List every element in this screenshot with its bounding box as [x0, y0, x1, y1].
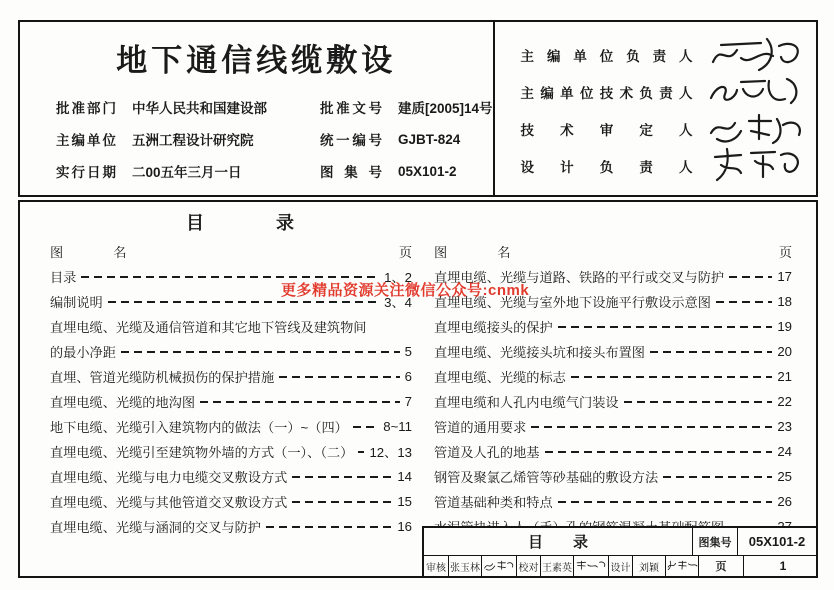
toc-leader	[121, 351, 400, 353]
toc-item-page: 24	[777, 444, 792, 459]
toc-item-title: 直埋电缆、光缆接头坑和接头布置图	[434, 345, 645, 360]
signer-row	[521, 73, 811, 110]
designer-label: 设计	[608, 556, 632, 576]
toc-row	[50, 414, 412, 439]
toc-title: 目 录	[186, 213, 294, 233]
approval-row	[20, 91, 493, 123]
toc-item-page: 8~11	[383, 419, 412, 434]
toc-item-title: 管道的通用要求	[434, 420, 527, 435]
reviewer-signature-icon	[481, 556, 516, 576]
chief-responsible-signature-icon	[707, 36, 807, 74]
toc-leader	[292, 476, 392, 478]
toc-leader	[558, 326, 773, 328]
chief-editor-unit-value: 五洲工程设计研究院	[132, 133, 254, 148]
toc-leader	[729, 276, 772, 278]
toc-leader	[650, 351, 772, 353]
toc-row	[434, 439, 792, 464]
toc-item-title: 管道基础种类和特点	[434, 495, 553, 510]
toc-item-page: 21	[777, 369, 792, 384]
atlas-no-label: 图集号	[692, 528, 737, 555]
approval-doc-no-value: 建质[2005]14号	[398, 101, 493, 116]
atlas-no-value: 05X101-2	[737, 528, 816, 555]
chief-technical-label: 主编单位技术负责人	[520, 85, 693, 101]
unified-no-label: 统一编号	[320, 133, 382, 148]
toc-leader	[266, 526, 392, 528]
toc-leader	[663, 476, 772, 478]
toc-column-header	[434, 238, 792, 264]
toc-leader	[531, 426, 772, 428]
approval-dept-value: 中华人民共和国建设部	[132, 101, 267, 116]
header-approval-section	[20, 22, 495, 195]
toc-leader	[558, 501, 773, 503]
signer-row	[521, 36, 811, 73]
toc-item-page: 23	[777, 419, 792, 434]
toc-row	[50, 489, 412, 514]
toc-leader	[81, 276, 379, 278]
toc-header-figure: 图	[434, 244, 448, 260]
toc-row	[434, 414, 792, 439]
toc-item-title: 直埋、管道光缆防机械损伤的保护措施	[50, 370, 275, 385]
toc-item-title: 直埋电缆接头的保护	[434, 320, 553, 335]
toc-row	[434, 489, 792, 514]
atlas-no-label: 图集号	[320, 165, 382, 180]
toc-item-title: 的最小净距	[50, 345, 116, 360]
toc-item-page: 6	[404, 369, 412, 384]
approval-row	[20, 123, 493, 155]
toc-leader	[353, 426, 378, 428]
header-block	[18, 20, 818, 197]
technical-examiner-signature-icon	[707, 111, 811, 147]
signer-row	[521, 147, 811, 184]
toc-item-title: 目录	[50, 270, 77, 285]
toc-item-page: 1、2	[384, 270, 412, 285]
toc-row	[50, 314, 412, 339]
toc-leader	[571, 376, 772, 378]
toc-item-page: 22	[777, 394, 792, 409]
proofreader-name: 王素英	[540, 556, 573, 576]
toc-item-page: 19	[777, 319, 792, 334]
toc-row	[434, 339, 792, 364]
toc-item-title: 直埋电缆、光缆与电力电缆交叉敷设方式	[50, 470, 288, 485]
toc-column-header	[50, 238, 412, 264]
toc-row	[434, 364, 792, 389]
reviewer-label: 审核	[426, 562, 446, 574]
toc-leader	[624, 401, 773, 403]
toc-item-page: 25	[777, 469, 792, 484]
toc-item-page: 12、13	[369, 445, 412, 460]
toc-row	[50, 389, 412, 414]
toc-item-title: 直埋电缆和人孔内电缆气门装设	[434, 395, 619, 410]
toc-leader	[108, 301, 379, 303]
reviewer-name: 张玉林	[448, 556, 481, 576]
title-bar-bottom-row	[424, 556, 816, 576]
toc-item-title: 直埋电缆、光缆及通信管道和其它地下管线及建筑物间	[50, 320, 367, 335]
designer-name: 刘颖	[632, 556, 665, 576]
chief-editor-unit-label: 主编单位	[56, 133, 116, 148]
toc-row	[434, 464, 792, 489]
toc-item-page: 14	[397, 469, 412, 484]
toc-row	[434, 389, 792, 414]
drawing-title-bar	[422, 526, 816, 576]
toc-item-title: 钢管及聚氯乙烯管等砂基础的敷设方法	[434, 470, 659, 485]
approval-doc-no-label: 批准文号	[320, 101, 382, 116]
toc-item-title: 直埋电缆、光缆的地沟图	[50, 395, 196, 410]
toc-item-title: 直埋电缆、光缆引至建筑物外墙的方式（一）、（二）	[50, 445, 354, 460]
toc-leader	[358, 451, 364, 453]
toc-row	[50, 364, 412, 389]
toc-item-title: 直埋电缆、光缆的标志	[434, 370, 566, 385]
toc-item-page: 16	[397, 519, 412, 534]
toc-item-page: 20	[777, 344, 792, 359]
chief-responsible-label: 主编单位负责人	[520, 48, 693, 64]
toc-row	[50, 464, 412, 489]
toc-item-page: 7	[404, 394, 412, 409]
toc-item-title: 直埋电缆、光缆与涵洞的交叉与防护	[50, 520, 261, 535]
toc-leader	[279, 376, 399, 378]
proofreader-label: 校对	[516, 556, 540, 576]
toc-item-title: 直埋电缆、光缆与其他管道交叉敷设方式	[50, 495, 288, 510]
design-responsible-label: 设计负责人	[520, 159, 693, 175]
toc-item-page: 3、4	[384, 295, 412, 310]
chief-technical-signature-icon	[707, 74, 807, 110]
toc-leader	[545, 451, 773, 453]
toc-item-title: 直埋电缆、光缆与道路、铁路的平行或交叉与防护	[434, 270, 725, 285]
toc-item-page: 17	[777, 269, 792, 284]
toc-box	[18, 200, 818, 578]
toc-item-title: 管道及人孔的地基	[434, 445, 540, 460]
toc-header-figure: 图	[50, 244, 64, 260]
effective-date-label: 实行日期	[56, 165, 116, 180]
title-bar-title: 目 录	[527, 534, 588, 551]
toc-row	[50, 514, 412, 539]
document-title: 地下通信线缆敷设	[116, 43, 397, 78]
toc-leader	[200, 401, 400, 403]
signer-row	[521, 110, 811, 147]
toc-item-title: 直埋电缆、光缆与室外地下设施平行敷设示意图	[434, 295, 711, 310]
designer-signature-icon	[665, 556, 698, 576]
toc-item-page: 5	[404, 344, 412, 359]
toc-header-name: 名	[497, 244, 511, 260]
toc-item-page: 26	[777, 494, 792, 509]
toc-row	[50, 439, 412, 464]
approval-row	[20, 155, 493, 187]
toc-leader	[716, 301, 772, 303]
toc-item-title: 地下电缆、光缆引入建筑物内的做法（一）~（四）	[50, 420, 348, 435]
title-bar-top-row	[424, 528, 816, 556]
toc-header-name: 名	[113, 244, 127, 260]
toc-item-page: 18	[777, 294, 792, 309]
toc-row	[50, 339, 412, 364]
technical-examiner-label: 技术审定人	[520, 122, 693, 138]
unified-no-value: GJBT-824	[398, 131, 461, 147]
page-label: 页	[698, 556, 743, 576]
approval-dept-label: 批准部门	[56, 101, 116, 116]
approval-info	[20, 91, 493, 187]
design-responsible-signature-icon	[707, 147, 807, 185]
header-signature-section	[495, 22, 819, 195]
red-watermark-text: 更多精品资源关注微信公众号:cnmk	[281, 282, 530, 299]
toc-header-page: 页	[778, 244, 792, 260]
toc-item-title: 编制说明	[50, 295, 103, 310]
toc-header-page: 页	[398, 244, 412, 260]
toc-row	[434, 314, 792, 339]
toc-leader	[292, 501, 392, 503]
toc-item-page: 15	[397, 494, 412, 509]
atlas-no-value: 05X101-2	[398, 163, 457, 179]
proofreader-signature-icon	[573, 556, 608, 576]
effective-date-value: 二00五年三月一日	[132, 165, 242, 180]
page-number: 1	[743, 556, 822, 576]
